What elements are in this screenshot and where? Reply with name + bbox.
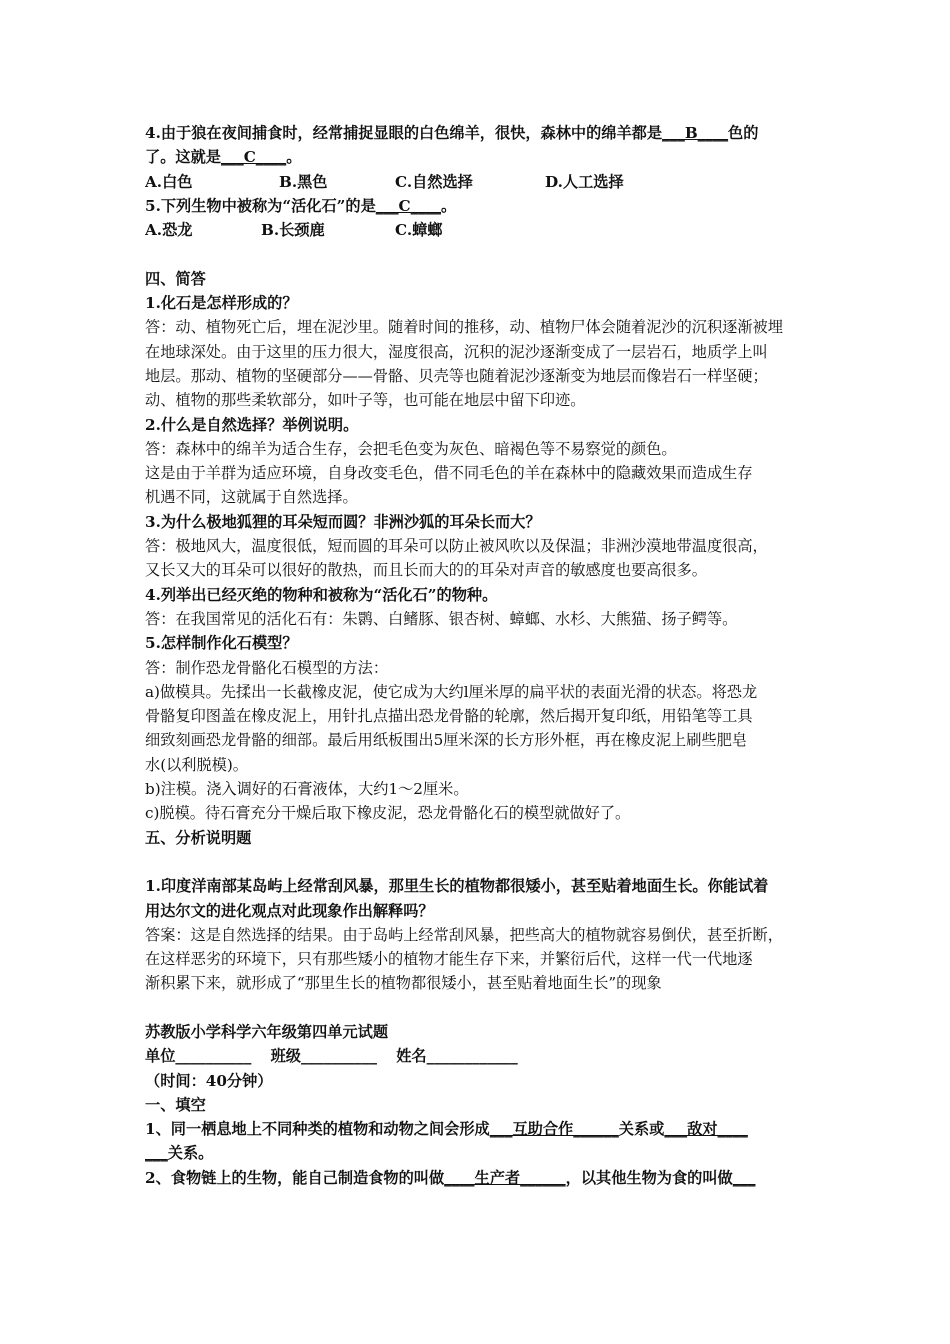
section-heading: 五、分析说明题	[145, 828, 252, 847]
time-limit: （时间：40分钟）	[145, 1071, 273, 1090]
answer-line: b)注模。浇入调好的石膏液体，大约1～2厘米。	[145, 780, 469, 799]
answer-line: 水(以利脱模)。	[145, 755, 248, 774]
option: C.自然选择	[395, 172, 473, 191]
name-blank: ____________	[426, 1047, 518, 1066]
choice-q5-stem: 5.下列生物中被称为“活化石”的是___C____。	[145, 196, 457, 215]
answer-line: 在地球深处。由于这里的压力很大，湿度很高，沉积的泥沙逐渐变成了一层岩石，地质学上叫	[145, 342, 768, 361]
answer-blank: ___C____	[375, 196, 442, 215]
answer-line: 骨骼复印图盖在橡皮泥上，用针扎点描出恐龙骨骼的轮廓，然后揭开复印纸，用铅笔等工具	[145, 707, 753, 726]
option: A.恐龙	[145, 221, 193, 240]
option: C.蟑螂	[395, 221, 443, 240]
question: 1.印度洋南部某岛屿上经常刮风暴，那里生长的植物都很矮小，甚至贴着地面生长。你能试着	[145, 877, 769, 896]
option: B.黑色	[279, 172, 328, 191]
answer-blank: ____生产者______	[444, 1168, 566, 1187]
question: 3.为什么极地狐狸的耳朵短而圆？非洲沙狐的耳朵长而大？	[145, 512, 541, 531]
answer-line: 地层。那动、植物的坚硬部分——骨骼、贝壳等也随着泥沙逐渐变为地层而像岩石一样坚硬；	[145, 366, 768, 385]
choice-q5-options	[145, 218, 810, 242]
question: 2.什么是自然选择？举例说明。	[145, 415, 359, 434]
answer-blank: ___B____	[662, 124, 729, 142]
document-page	[145, 121, 810, 1190]
choice-q4-options	[145, 170, 810, 194]
option: A.白色	[145, 172, 193, 191]
choice-q4-line1: 4.由于狼在夜间捕食时，经常捕捉显眼的白色绵羊，很快，森林中的绵羊都是___B____色的	[145, 124, 759, 142]
answer-line: 答：在我国常见的活化石有：朱鹮、白鳍豚、银杏树、蟑螂、水杉、大熊猫、扬子鳄等。	[145, 609, 738, 628]
question: 用达尔文的进化观点对此现象作出解释吗？	[145, 901, 434, 920]
choice-q4-line2: 了。这就是___C____。	[145, 148, 302, 167]
option: D.人工选择	[545, 172, 624, 191]
answer-line: 这是由于羊群为适应环境，自身改变毛色，借不同毛色的羊在森林中的隐藏效果而造成生存	[145, 464, 753, 483]
fill-q1-line2: ___关系。	[145, 1144, 214, 1163]
question: 4.列举出已经灭绝的物种和被称为“活化石”的物种。	[145, 585, 498, 604]
fill-q1-line1: 1、同一栖息地上不同种类的植物和动物之间会形成___互助合作______关系或___敌对____	[145, 1120, 748, 1139]
option: B.长颈鹿	[261, 221, 325, 240]
answer-blank: ___敌对____	[664, 1120, 748, 1139]
answer-blank: ___	[732, 1168, 756, 1187]
unit-blank: __________	[175, 1047, 252, 1066]
answer-blank: ___C____	[220, 148, 287, 167]
fill-q2-line1: 2、食物链上的生物，能自己制造食物的叫做____生产者______，以其他生物为食的叫做___	[145, 1168, 756, 1187]
answer-line: 在这样恶劣的环境下，只有那些矮小的植物才能生存下来，并繁衍后代，这样一代一代地逐	[145, 950, 753, 969]
question: 1.化石是怎样形成的？	[145, 294, 298, 313]
class-blank: __________	[300, 1047, 377, 1066]
answer-line: 渐积累下来，就形成了“那里生长的植物都很矮小，甚至贴着地面生长”的现象	[145, 974, 662, 993]
answer-line: 答：制作恐龙骨骼化石模型的方法：	[145, 658, 388, 677]
answer-blank: ___	[145, 1144, 168, 1163]
answer-line: 动、植物的那些柔软部分，如叶子等，也可能在地层中留下印迹。	[145, 391, 586, 410]
answer-line: 答：动、植物死亡后，埋在泥沙里。随着时间的推移，动、植物尸体会随着泥沙的沉积逐渐被埋	[145, 318, 783, 337]
answer-line: 细致刻画恐龙骨骼的细部。最后用纸板围出5厘米深的长方形外框，再在橡皮泥上刷些肥皂	[145, 731, 747, 750]
section-heading: 四、简答	[145, 269, 206, 288]
answer-line: c)脱模。待石膏充分干燥后取下橡皮泥，恐龙骨骼化石的模型就做好了。	[145, 804, 631, 823]
answer-blank: ___互助合作______	[489, 1120, 619, 1139]
answer-line: 答：极地风大，温度很低，短而圆的耳朵可以防止被风吹以及保温；非洲沙漠地带温度很高，	[145, 537, 768, 556]
answer-line: 又长又大的耳朵可以很好的散热，而且长而大的的耳朵对声音的敏感度也要高很多。	[145, 561, 707, 580]
answer-line: 答案：这是自然选择的结果。由于岛屿上经常刮风暴，把些高大的植物就容易倒伏，甚至折断，	[145, 925, 783, 944]
answer-line: 机遇不同，这就属于自然选择。	[145, 488, 358, 507]
student-info: 单位__________ 班级__________ 姓名____________	[145, 1047, 518, 1066]
question: 5.怎样制作化石模型？	[145, 634, 298, 653]
section-heading: 一、填空	[145, 1095, 206, 1114]
answer-line: 答：森林中的绵羊为适合生存，会把毛色变为灰色、暗褐色等不易察觉的颜色。	[145, 439, 677, 458]
answer-line: a)做模具。先揉出一长截橡皮泥，使它成为大约l厘米厚的扁平状的表面光滑的状态。将恐龙	[145, 682, 758, 701]
test-title: 苏教版小学科学六年级第四单元试题	[145, 1022, 388, 1041]
